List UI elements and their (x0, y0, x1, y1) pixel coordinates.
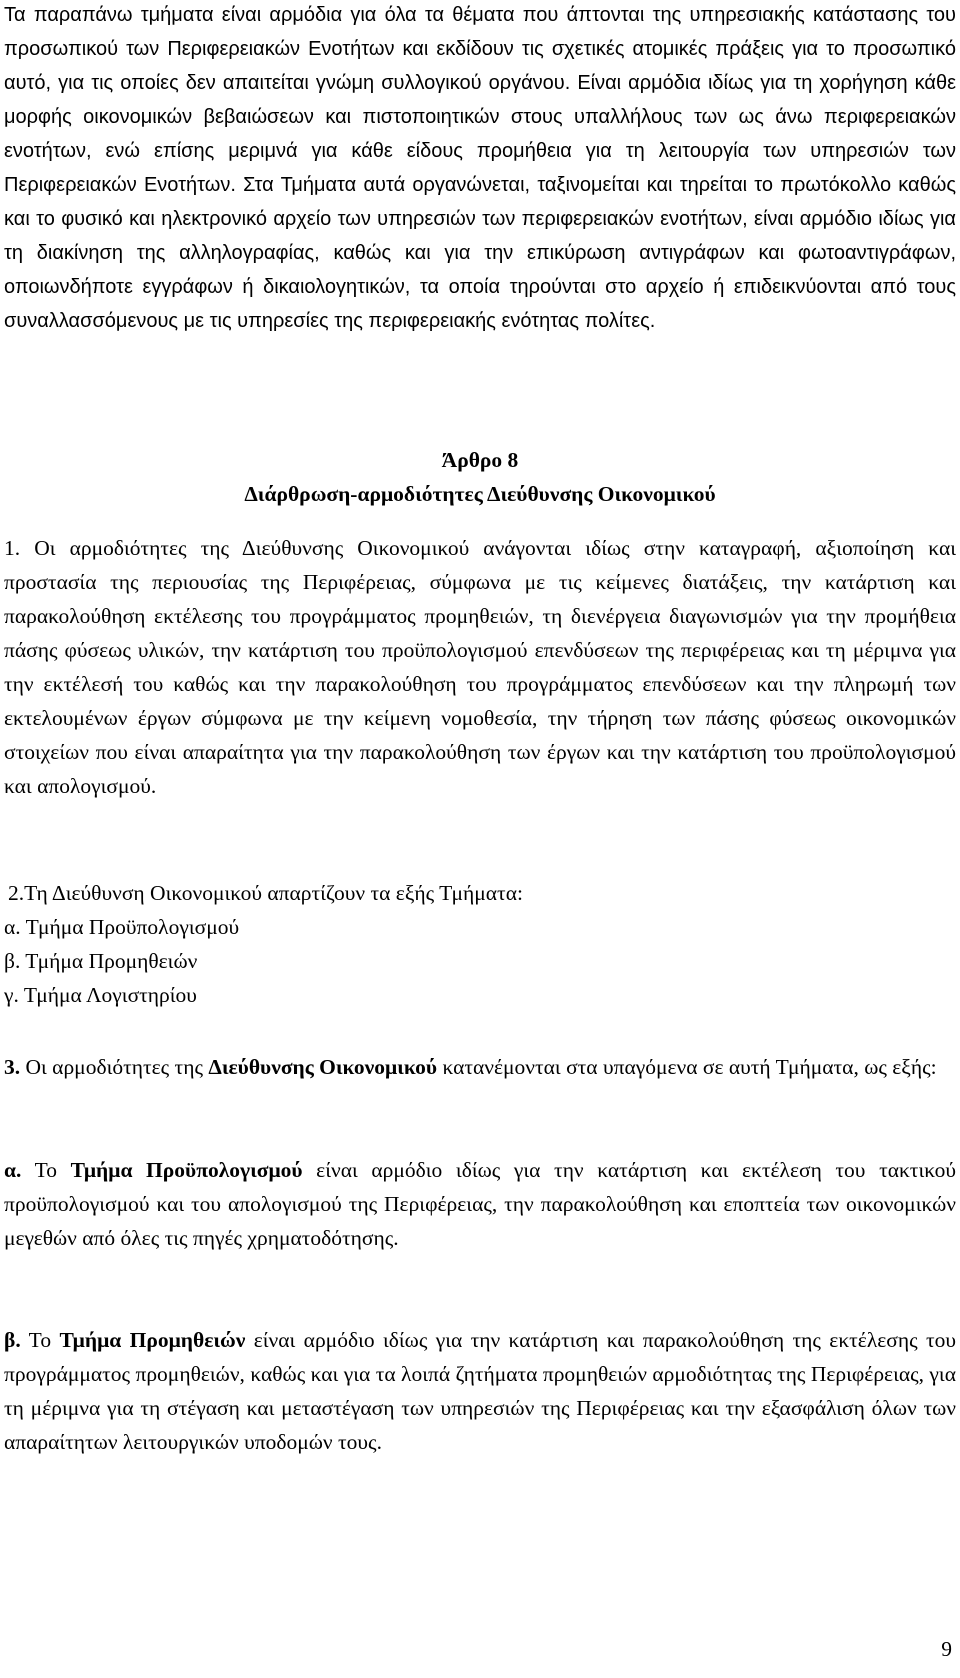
paragraph-3-text-before: Οι αρμοδιότητες της (20, 1055, 209, 1079)
paragraph-2-intro: 2.Τη Διεύθυνση Οικονομικού απαρτίζουν τα εξής Τμήματα: (8, 881, 523, 905)
section-b-letter: β. (4, 1328, 21, 1352)
department-item-accounting: γ. Τμήμα Λογιστηρίου (4, 983, 197, 1007)
section-a-department: Τμήμα Προϋπολογισμού (70, 1158, 303, 1182)
paragraph-3-number: 3. (4, 1055, 21, 1079)
article-number: Άρθρο 8 (441, 448, 519, 472)
paragraph-3 (4, 1050, 956, 1084)
section-b-department: Τμήμα Προμηθειών (59, 1328, 246, 1352)
paragraph-3-text-after: κατανέμονται στα υπαγόμενα σε αυτή Τμήματα, ως εξής: (437, 1055, 937, 1079)
page-number: 9 (941, 1637, 952, 1661)
paragraph-1: 1. Οι αρμοδιότητες της Διεύθυνσης Οικονομικού ανάγονται ιδίως στην καταγραφή, αξιοποίηση και προστασία της περιουσίας της Περιφέρειας, σύμφωνα με τις κείμενες διατάξεις, την κατάρτιση και παρακολούθηση εκτέλεσης του προγράμματος προμηθειών, τη διενέργεια διαγωνισμών για την προμήθεια πάσης φύσεως υλικών, την κατάρτιση του προϋπολογισμού επενδύσεων της περιφέρειας και τη μέριμνα για την εκτέλεσή του καθώς και την παρακολούθηση του προγράμματος επενδύσεων και την πληρωμή των εκτελουμένων έργων σύμφωνα με την κείμενη νομοθεσία, την τήρηση των πάσης φύσεως οικονομικών στοιχείων που είναι απαραίτητα για την παρακολούθηση των έργων και την κατάρτιση του προϋπολογισμού και απολογισμού. (4, 536, 956, 798)
section-a-paragraph (4, 1153, 956, 1255)
article-title: Διάρθρωση-αρμοδιότητες Διεύθυνσης Οικονομικού (244, 482, 716, 506)
section-a-text: είναι αρμόδιο ιδίως για την κατάρτιση και εκτέλεση του τακτικού προϋπολογισμού και του απολογισμού της Περιφέρειας, την παρακολούθηση και εποπτεία των οικονομικών μεγεθών από όλες τις πηγές χρηματοδότησης. (4, 1158, 956, 1250)
section-a-prefix: Το (21, 1158, 71, 1182)
department-item-procurement: β. Τμήμα Προμηθειών (4, 949, 198, 973)
section-b-paragraph (4, 1323, 956, 1459)
section-a-letter: α. (4, 1158, 22, 1182)
department-item-budget: α. Τμήμα Προϋπολογισμού (4, 915, 240, 939)
intro-paragraph: Τα παραπάνω τμήματα είναι αρμόδια για όλα τα θέματα που άπτονται της υπηρεσιακής κατάστασης του προσωπικού των Περιφερειακών Ενοτήτων και εκδίδουν τις σχετικές ατομικές πράξεις για το προσωπικό αυτό, για τις οποίες δεν απαιτείται γνώμη συλλογικού οργάνου. Είναι αρμόδια ιδίως για τη χορήγηση κάθε μορφής οικονομικών βεβαιώσεων και πιστοποιητικών στους υπαλλήλους των ως άνω περιφερειακών ενοτήτων, ενώ επίσης μεριμνά για κάθε είδους προμήθεια για τη λειτουργία των υπηρεσιών των Περιφερειακών Ενοτήτων. Στα Τμήματα αυτά οργανώνεται, ταξινομείται και τηρείται το πρωτόκολλο καθώς και το φυσικό και ηλεκτρονικό αρχείο των υπηρεσιών των περιφερειακών ενοτήτων, είναι αρμόδιο ιδίως για τη διακίνηση της αλληλογραφίας, καθώς και για την επικύρωση αντιγράφων και φωτοαντιγράφων, οποιωνδήποτε εγγράφων ή δικαιολογητικών, τα οποία τηρούνται στο αρχείο ή επιδεικνύονται από τους συναλλασσόμενους με τις υπηρεσίες της περιφερειακής ενότητας πολίτες. (4, 4, 956, 332)
section-b-prefix: Το (20, 1328, 60, 1352)
paragraph-3-bold: Διεύθυνσης Οικονομικού (208, 1055, 438, 1079)
section-b-text: είναι αρμόδιο ιδίως για την κατάρτιση και παρακολούθηση της εκτέλεσης του προγράμματος προμηθειών, καθώς και για τα λοιπά ζητήματα προμηθειών αρμοδιότητας της Περιφέρειας, για τη μέριμνα για τη στέγαση και μεταστέγαση των υπηρεσιών της Περιφέρειας και την εξασφάλιση όλων των απαραίτητων λειτουργικών υποδομών τους. (4, 1328, 957, 1454)
